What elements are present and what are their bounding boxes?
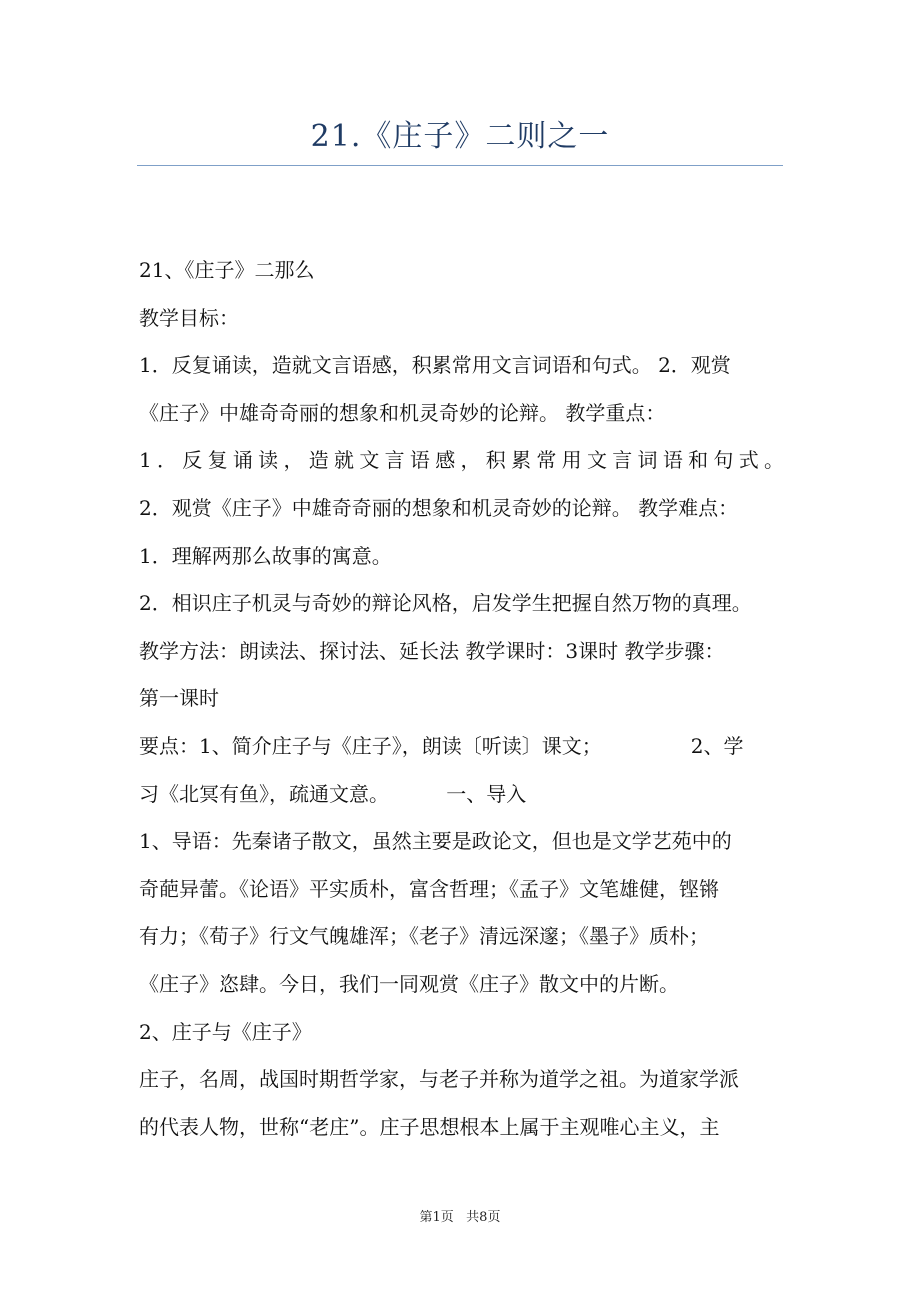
text-line: 的代表人物，世称“老庄”。庄子思想根本上属于主观唯心主义，主 [139,1114,720,1139]
text-line: 《庄子》中雄奇奇丽的想象和机灵奇妙的论辩。 教学重点： [139,400,666,425]
text-line: 奇葩异蕾。《论语》平实质朴，富含哲理；《孟子》文笔雄健，铿锵 [139,876,719,901]
text-line: 21、《庄子》二那么 [139,258,315,282]
text-line: 《庄子》恣肆。今日，我们一同观赏《庄子》散文中的片断。 [139,971,679,996]
text-line: 教学目标： [139,305,239,330]
title-underline [137,165,783,166]
text-line: 要点：1、简介庄子与《庄子》，朗读〔听读〕课文； 2、学 [139,733,744,758]
text-line: 2、庄子与《庄子》 [139,1019,312,1044]
text-line: 有力；《荀子》行文气魄雄浑；《老子》清远深邃；《墨子》质朴； [139,924,709,949]
text-line: 1、导语：先秦诸子散文，虽然主要是政论文，但也是文学艺苑中的 [139,829,732,854]
text-line: 习《北冥有鱼》，疏通文意。 一、导入 [139,781,527,806]
text-line: 庄子，名周，战国时期哲学家，与老子并称为道学之祖。为道家学派 [139,1067,739,1092]
document-title: 21.《庄子》二则之一 [310,119,610,154]
text-line: 2．观赏《庄子》中雄奇奇丽的想象和机灵奇妙的论辩。 教学难点： [139,495,739,520]
text-line: 1．反复诵读，造就文言语感，积累常用文言词语和句式。 2．观赏 [139,353,731,378]
page-footer: 第1页 共8页 [419,1210,501,1225]
text-line: 第一课时 [139,686,219,711]
text-line: 2．相识庄子机灵与奇妙的辩论风格，启发学生把握自然万物的真理。 [139,591,752,616]
text-line: 1．反复诵读，造就文言语感，积累常用文言词语和句式。 [139,448,784,473]
text-line: 教学方法：朗读法、探讨法、延长法 教学课时：3课时 教学步骤： [139,638,725,663]
document-body [139,247,784,1151]
text-line: 1．理解两那么故事的寓意。 [139,543,392,568]
